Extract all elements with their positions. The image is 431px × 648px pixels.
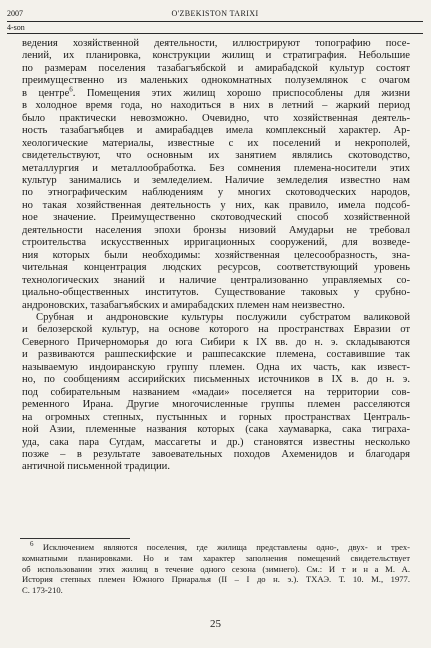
text-line: и развиваются рашпескифские и рашпесакские племена, составившие так [22,349,410,361]
text-line: деятельности населения эпохи бронзы низовий Амударьи не требовал [22,224,410,236]
text-line: позже – в результате завоевательных походов Ахеменидов и благодаря [22,448,410,460]
text-line: хеологические материалы, известные с их поселений и некрополей, [22,137,410,149]
text-line: под собирательным названием «мадаи» поселяется на территории сов- [22,386,410,398]
text-line: циально-общественных институтов. Существование таковых у срубно- [22,287,410,299]
footnote-line: об использовании этих жилищ в течение одного сезона (зимнего). См.: И т и н а М. А. [22,563,410,574]
text-line: уда, сака пара Сугдам, массагеты и др.) становятся известны несколько [22,436,410,448]
text-line: металлургия и металлообработка. Без сомнения племена-носители этих [22,162,410,174]
text-line: ной Азии, племенные названия которых (сака хаумаварка, сака тиграха- [22,424,410,436]
text-fragment: . Помещения этих жилищ хорошо приспособлены для жизни [72,87,410,99]
text-line: свидетельствуют, что основным их занятием являлись скотоводство, [22,150,410,162]
text-line-with-note [22,85,410,100]
footnote-rule [20,538,130,539]
text-line: преимущественно из маленьких однокомнатных полуземлянок с очагом [22,75,410,87]
footnote-line: История степных племен Южного Приаралья (II – I до н. э.). ТХАЭ. Т. 10. М., 1977. [22,574,410,585]
footnote-marker: 6 [30,540,34,549]
footnote-ref: 6 [69,85,73,94]
footnote-line: комнатными планировками. Но и там характер заполнения помещений свидетельствует [22,552,410,563]
text-line: античной письменной традиции. [22,461,170,473]
header-year: 2007 [7,9,23,18]
header-rule-bottom [7,33,423,34]
page-number: 25 [210,618,221,630]
text-line: но, по сообщениям ассирийских письменных источников в IX в. до н. э. [22,374,410,386]
text-line: ния которых были необходимы: хозяйственная целесообразность, зна- [22,249,410,261]
text-line: андроновских, тазабагъябских и амирабадских племен нам неизвестно. [22,299,345,311]
header-issue: 4-son [7,23,25,32]
text-fragment: в центре [22,87,70,99]
footnote [22,542,410,596]
text-line: строительства искусственных ирригационных сооружений, для возведе- [22,237,410,249]
text-line: ведения хозяйственной деятельности, иллюстрируют топографию посе- [22,38,410,49]
running-header [7,8,423,20]
text-line: ное значение. Преимущественно скотоводческий способ хозяйственной [22,212,410,224]
text-line: технологических знаний и наличие централизованно управляемых со- [22,274,410,286]
footnote-text: Исключением являются поселения, где жилища представлены одно-, двух- и трех- [42,542,411,552]
text-line: называемую индоиранскую группу племен. Одна их часть, как извест- [22,361,410,373]
text-line: на огромных степных, пустынных и горных пространствах Централь- [22,411,410,423]
text-line: лений, их планировка, конструкции жилищ и стратиграфия. Небольшие [22,50,410,62]
text-line: было практически невозможно. Очевидно, что хозяйственная деятель- [22,112,410,124]
text-line: в холодное время года, но находиться в них в летний – жаркий период [22,100,410,112]
header-rule-top [7,21,423,22]
footnote-line [22,542,410,553]
header-journal-title: O'ZBEKISTON TARIXI [171,9,259,18]
text-line: ременного Ирана. Другие многочисленные группы племен расселяются [22,399,410,411]
text-line: но такая хозяйственная деятельность у них, как правило, имела подсоб- [22,199,410,211]
text-line: чительная концентрация людских ресурсов, соответствующий уровень [22,262,410,274]
text-line: культур занимались и земледелием. Наличие земледелия известно нам [22,174,410,186]
text-line: по размерам поселения тазабагъябской и амирабадской культур состоят [22,62,410,74]
text-line: ность тазабагъябцев и амирабадцев имела комплексный характер. Ар- [22,125,410,137]
text-line: Срубная и андроновские культуры послужили субстратом валиковой [36,311,410,323]
text-line: по этнографическим наблюдениям у многих скотоводческих народов, [22,187,410,199]
text-line: Северного Причерноморья до юга Сибири к IX вв. до н. э. складываются [22,336,410,348]
text-line: и белозерской культур, на основе которого на пространствах Евразии от [22,324,410,336]
main-text [22,38,410,474]
footnote-line: С. 173-210. [22,585,63,596]
